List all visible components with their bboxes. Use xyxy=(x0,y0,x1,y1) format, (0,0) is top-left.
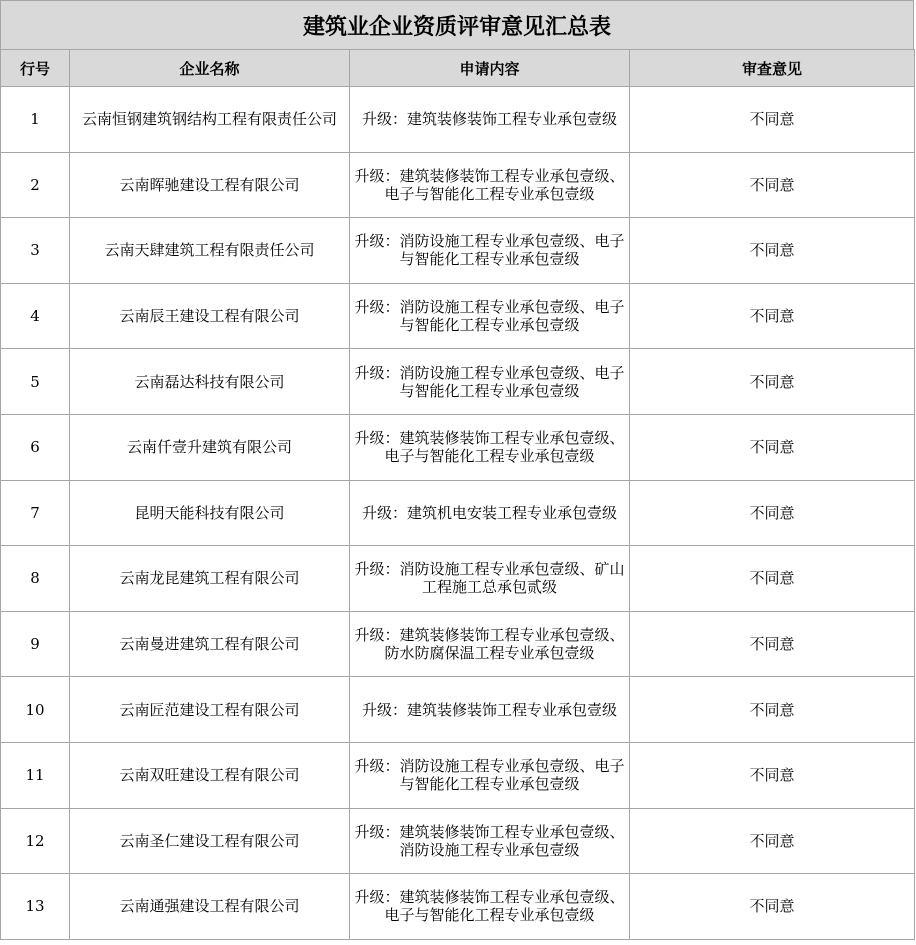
application-content-cell[interactable]: 升级：消防设施工程专业承包壹级、电子与智能化工程专业承包壹级 xyxy=(350,283,630,349)
company-name-cell[interactable]: 云南恒钢建筑钢结构工程有限责任公司 xyxy=(70,87,350,153)
row-number-cell[interactable]: 3 xyxy=(1,218,70,284)
row-number-cell[interactable]: 2 xyxy=(1,152,70,218)
table-row xyxy=(1,349,915,415)
company-name-cell[interactable]: 云南圣仁建设工程有限公司 xyxy=(70,808,350,874)
header-row-number[interactable]: 行号 xyxy=(1,50,70,87)
row-number-cell[interactable]: 5 xyxy=(1,349,70,415)
sheet-title: 建筑业企业资质评审意见汇总表 xyxy=(0,0,914,50)
company-name-cell[interactable]: 昆明天能科技有限公司 xyxy=(70,480,350,546)
table-row xyxy=(1,611,915,677)
company-name-cell[interactable]: 云南通强建设工程有限公司 xyxy=(70,874,350,940)
review-opinion-cell[interactable]: 不同意 xyxy=(630,611,915,677)
company-name-cell[interactable]: 云南匠范建设工程有限公司 xyxy=(70,677,350,743)
row-number-cell[interactable]: 11 xyxy=(1,742,70,808)
header-review-opinion[interactable]: 审查意见 xyxy=(630,50,915,87)
row-number-cell[interactable]: 9 xyxy=(1,611,70,677)
table-row xyxy=(1,480,915,546)
company-name-cell[interactable]: 云南天肆建筑工程有限责任公司 xyxy=(70,218,350,284)
review-opinion-cell[interactable]: 不同意 xyxy=(630,480,915,546)
table-row xyxy=(1,87,915,153)
table-row xyxy=(1,546,915,612)
application-content-cell[interactable]: 升级：消防设施工程专业承包壹级、电子与智能化工程专业承包壹级 xyxy=(350,218,630,284)
table-row xyxy=(1,283,915,349)
table-row xyxy=(1,742,915,808)
header-company-name[interactable]: 企业名称 xyxy=(70,50,350,87)
row-number-cell[interactable]: 4 xyxy=(1,283,70,349)
table-row xyxy=(1,414,915,480)
row-number-cell[interactable]: 12 xyxy=(1,808,70,874)
company-name-cell[interactable]: 云南龙昆建筑工程有限公司 xyxy=(70,546,350,612)
header-row xyxy=(1,50,915,87)
review-opinion-cell[interactable]: 不同意 xyxy=(630,742,915,808)
application-content-cell[interactable]: 升级：建筑装修装饰工程专业承包壹级 xyxy=(350,87,630,153)
review-opinion-cell[interactable]: 不同意 xyxy=(630,874,915,940)
company-name-cell[interactable]: 云南磊达科技有限公司 xyxy=(70,349,350,415)
row-number-cell[interactable]: 1 xyxy=(1,87,70,153)
company-name-cell[interactable]: 云南双旺建设工程有限公司 xyxy=(70,742,350,808)
table-row xyxy=(1,677,915,743)
application-content-cell[interactable]: 升级：建筑机电安装工程专业承包壹级 xyxy=(350,480,630,546)
table-row xyxy=(1,874,915,940)
review-opinion-cell[interactable]: 不同意 xyxy=(630,677,915,743)
application-content-cell[interactable]: 升级：消防设施工程专业承包壹级、电子与智能化工程专业承包壹级 xyxy=(350,349,630,415)
review-opinion-cell[interactable]: 不同意 xyxy=(630,218,915,284)
company-name-cell[interactable]: 云南晖驰建设工程有限公司 xyxy=(70,152,350,218)
application-content-cell[interactable]: 升级：建筑装修装饰工程专业承包壹级、防水防腐保温工程专业承包壹级 xyxy=(350,611,630,677)
company-name-cell[interactable]: 云南辰王建设工程有限公司 xyxy=(70,283,350,349)
review-opinion-cell[interactable]: 不同意 xyxy=(630,808,915,874)
table-row xyxy=(1,218,915,284)
application-content-cell[interactable]: 升级：消防设施工程专业承包壹级、电子与智能化工程专业承包壹级 xyxy=(350,742,630,808)
review-opinion-cell[interactable]: 不同意 xyxy=(630,349,915,415)
row-number-cell[interactable]: 7 xyxy=(1,480,70,546)
row-number-cell[interactable]: 13 xyxy=(1,874,70,940)
summary-table xyxy=(0,49,915,940)
review-opinion-cell[interactable]: 不同意 xyxy=(630,414,915,480)
application-content-cell[interactable]: 升级：建筑装修装饰工程专业承包壹级、电子与智能化工程专业承包壹级 xyxy=(350,874,630,940)
row-number-cell[interactable]: 6 xyxy=(1,414,70,480)
review-opinion-cell[interactable]: 不同意 xyxy=(630,283,915,349)
review-opinion-cell[interactable]: 不同意 xyxy=(630,546,915,612)
row-number-cell[interactable]: 10 xyxy=(1,677,70,743)
review-opinion-cell[interactable]: 不同意 xyxy=(630,152,915,218)
table-row xyxy=(1,152,915,218)
review-opinion-cell[interactable]: 不同意 xyxy=(630,87,915,153)
row-number-cell[interactable]: 8 xyxy=(1,546,70,612)
application-content-cell[interactable]: 升级：建筑装修装饰工程专业承包壹级、电子与智能化工程专业承包壹级 xyxy=(350,414,630,480)
application-content-cell[interactable]: 升级：消防设施工程专业承包壹级、矿山工程施工总承包贰级 xyxy=(350,546,630,612)
header-application-content[interactable]: 申请内容 xyxy=(350,50,630,87)
company-name-cell[interactable]: 云南曼进建筑工程有限公司 xyxy=(70,611,350,677)
table-row xyxy=(1,808,915,874)
application-content-cell[interactable]: 升级：建筑装修装饰工程专业承包壹级、消防设施工程专业承包壹级 xyxy=(350,808,630,874)
application-content-cell[interactable]: 升级：建筑装修装饰工程专业承包壹级、电子与智能化工程专业承包壹级 xyxy=(350,152,630,218)
application-content-cell[interactable]: 升级：建筑装修装饰工程专业承包壹级 xyxy=(350,677,630,743)
company-name-cell[interactable]: 云南仟壹升建筑有限公司 xyxy=(70,414,350,480)
